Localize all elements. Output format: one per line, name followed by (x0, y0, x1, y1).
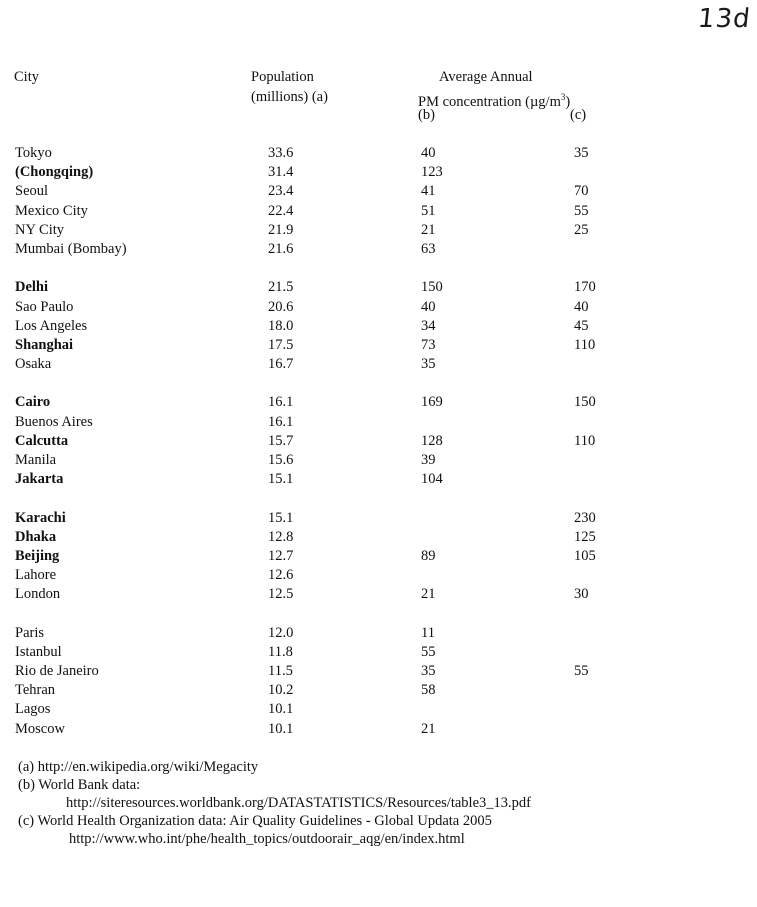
pm-worldbank-cell: 58 (421, 682, 436, 699)
group-spacer (0, 259, 757, 278)
pm-worldbank-cell: 39 (421, 452, 436, 468)
table-row (0, 720, 757, 739)
table-row (0, 336, 757, 355)
table-row (0, 298, 757, 317)
city-cell: Osaka (15, 356, 52, 373)
pm-who-cell: 125 (574, 528, 596, 545)
pm-worldbank-cell: 55 (421, 643, 436, 660)
population-cell: 15.7 (268, 432, 294, 449)
pm-who-cell: 150 (574, 394, 596, 411)
table-row (0, 509, 757, 528)
population-cell: 12.7 (268, 547, 294, 564)
table-row (0, 470, 757, 489)
pm-worldbank-cell: 35 (421, 356, 436, 373)
table-row (0, 240, 757, 259)
table-row (0, 528, 757, 547)
footnote-a: (a) http://en.wikipedia.org/wiki/Megacity (18, 759, 259, 775)
pm-worldbank-cell: 104 (421, 471, 443, 488)
table-row (0, 278, 757, 297)
city-cell: Istanbul (15, 643, 62, 660)
pm-worldbank-cell: 150 (421, 279, 443, 296)
population-cell: 16.7 (268, 356, 294, 373)
pm-who-cell: 170 (574, 279, 596, 296)
pm-who-cell: 40 (574, 298, 589, 315)
city-cell: Mexico City (15, 202, 88, 219)
table-row (0, 566, 757, 585)
pm-worldbank-cell: 89 (421, 547, 436, 564)
pm-who-cell: 35 (574, 145, 589, 161)
footnote-b-url: http://siteresources.worldbank.org/DATASTATISTICS/Resources/table3_13.pdf (66, 795, 531, 811)
group-spacer (0, 605, 757, 624)
table-row (0, 413, 757, 432)
table-row (0, 317, 757, 336)
table-row (0, 547, 757, 566)
footnote-c: (c) World Health Organization data: Air Quality Guidelines - Global Updata 2005 (18, 813, 492, 829)
table-row (0, 624, 757, 643)
group-spacer (0, 489, 757, 508)
population-cell: 21.6 (268, 240, 294, 257)
pm-worldbank-cell: 35 (421, 663, 436, 680)
header-pm-line2 (418, 87, 570, 112)
table-row (0, 182, 757, 201)
population-cell: 10.2 (268, 682, 294, 699)
city-cell: Jakarta (15, 471, 64, 488)
header-col-b: (b) (418, 107, 435, 123)
pm-worldbank-cell: 21 (421, 586, 436, 603)
pm-worldbank-cell: 34 (421, 317, 436, 334)
header-city: City (14, 69, 39, 85)
table-row (0, 355, 757, 374)
city-cell: Buenos Aires (15, 413, 93, 430)
population-cell: 15.6 (268, 452, 294, 468)
pm-who-cell: 45 (574, 317, 589, 334)
header-pm-line2-close: ) (565, 93, 571, 110)
header-population-line1: Population (251, 69, 314, 85)
city-cell: Beijing (15, 547, 60, 564)
header-population (251, 67, 328, 107)
city-cell: Los Angeles (15, 317, 88, 334)
footnote-c-url: http://www.who.int/phe/health_topics/outdoorair_aqg/en/index.html (69, 831, 465, 847)
population-cell: 33.6 (268, 145, 294, 161)
table-row (0, 585, 757, 604)
city-cell: Lagos (15, 701, 51, 718)
pm-who-cell: 105 (574, 547, 596, 564)
group-spacer (0, 374, 757, 393)
population-cell: 12.8 (268, 528, 294, 545)
city-cell: Calcutta (15, 432, 69, 449)
population-cell: 20.6 (268, 298, 294, 315)
pm-who-cell: 110 (574, 432, 596, 449)
city-cell: Tehran (15, 682, 56, 699)
population-cell: 23.4 (268, 183, 294, 200)
population-cell: 11.5 (268, 663, 293, 680)
header-pm-concentration (418, 67, 570, 112)
table-row (0, 202, 757, 221)
population-cell: 15.1 (268, 471, 294, 488)
population-cell: 16.1 (268, 413, 294, 430)
city-cell: Rio de Janeiro (15, 663, 99, 680)
city-cell: Sao Paulo (15, 298, 74, 315)
population-cell: 11.8 (268, 643, 293, 660)
city-cell: Dhaka (15, 528, 57, 545)
handwritten-page-mark: 13d (696, 4, 753, 34)
city-cell: London (15, 586, 61, 603)
city-cell: Moscow (15, 720, 65, 737)
header-pm-superscript: 3 (560, 92, 566, 102)
pm-worldbank-cell: 41 (421, 183, 436, 200)
city-cell: Seoul (15, 183, 49, 200)
header-pm-line2-text: PM concentration (µg/m (418, 93, 561, 110)
city-cell: Lahore (15, 567, 57, 584)
pm-who-cell: 70 (574, 183, 589, 200)
city-cell: Delhi (15, 279, 49, 296)
pm-who-cell: 30 (574, 586, 589, 603)
city-cell: Paris (15, 624, 44, 641)
city-cell: Manila (15, 452, 57, 468)
pm-worldbank-cell: 51 (421, 202, 436, 219)
population-cell: 22.4 (268, 202, 294, 219)
table-row (0, 221, 757, 240)
pm-worldbank-cell: 40 (421, 145, 436, 161)
footnote-b: (b) World Bank data: (18, 777, 141, 793)
pm-worldbank-cell: 11 (421, 624, 435, 641)
table-row (0, 144, 757, 163)
city-cell: Shanghai (15, 336, 74, 353)
pm-who-cell: 55 (574, 663, 589, 680)
pm-worldbank-cell: 73 (421, 336, 436, 353)
pm-worldbank-cell: 40 (421, 298, 436, 315)
pm-who-cell: 110 (574, 336, 596, 353)
pm-who-cell: 55 (574, 202, 589, 219)
population-cell: 18.0 (268, 317, 294, 334)
header-population-line2: (millions) (a) (251, 89, 328, 105)
pm-worldbank-cell: 21 (421, 221, 436, 238)
population-cell: 17.5 (268, 336, 294, 353)
population-cell: 10.1 (268, 701, 294, 718)
city-cell: Mumbai (Bombay) (15, 240, 127, 257)
city-cell: (Chongqing) (15, 164, 94, 181)
population-cell: 12.6 (268, 567, 294, 584)
city-cell: NY City (15, 221, 65, 238)
header-pm-line1: Average Annual (439, 69, 533, 85)
table-row (0, 681, 757, 700)
population-cell: 15.1 (268, 509, 294, 526)
city-cell: Karachi (15, 509, 66, 526)
table-row (0, 643, 757, 662)
population-cell: 16.1 (268, 394, 294, 411)
population-cell: 31.4 (268, 164, 294, 181)
pm-worldbank-cell: 123 (421, 164, 443, 181)
city-table-body (0, 144, 757, 739)
pm-who-cell: 230 (574, 509, 596, 526)
footnotes (18, 758, 531, 848)
header-col-c: (c) (570, 107, 587, 123)
city-cell: Cairo (15, 394, 51, 411)
population-cell: 12.5 (268, 586, 294, 603)
table-row (0, 393, 757, 412)
table-row (0, 432, 757, 451)
pm-worldbank-cell: 128 (421, 432, 443, 449)
table-row (0, 163, 757, 182)
table-row (0, 700, 757, 719)
pm-worldbank-cell: 169 (421, 394, 443, 411)
city-cell: Tokyo (15, 145, 52, 161)
population-cell: 12.0 (268, 624, 294, 641)
pm-worldbank-cell: 21 (421, 720, 436, 737)
population-cell: 21.5 (268, 279, 294, 296)
pm-worldbank-cell: 63 (421, 240, 436, 257)
population-cell: 10.1 (268, 720, 294, 737)
table-row (0, 662, 757, 681)
table-row (0, 451, 757, 470)
population-cell: 21.9 (268, 221, 294, 238)
pm-who-cell: 25 (574, 221, 589, 238)
